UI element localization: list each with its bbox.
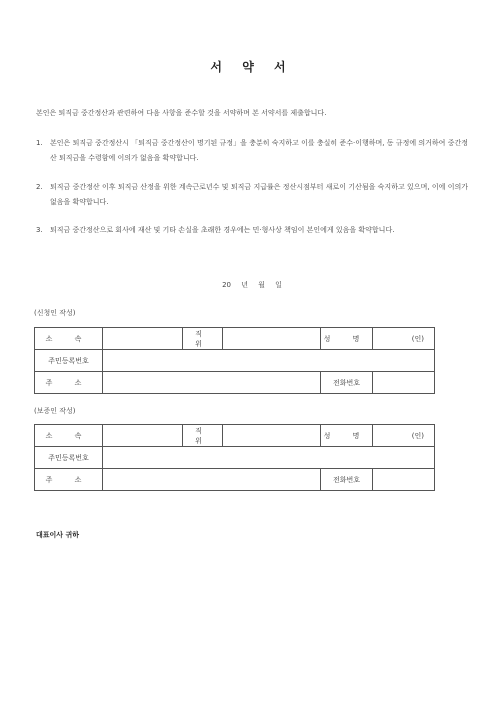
id-number-field[interactable] <box>103 447 435 469</box>
clause-number: 3. <box>36 226 43 234</box>
address-field[interactable] <box>103 469 321 491</box>
name-seal-field[interactable]: (인) <box>373 328 435 350</box>
position-field[interactable] <box>223 328 321 350</box>
clause-1 <box>36 136 468 166</box>
table-row <box>35 350 435 372</box>
table-row <box>35 328 435 350</box>
affiliation-field[interactable] <box>103 425 183 447</box>
clause-3 <box>36 223 468 238</box>
id-number-field[interactable] <box>103 350 435 372</box>
phone-label: 전화번호 <box>321 372 373 394</box>
clause-text: 본인은 퇴직금 중간정산시 「퇴직금 중간정산이 명기된 규정」을 충분히 숙지하고 이를 충실히 준수·이행하며, 동 규정에 의거하여 중간정산 퇴직금을 수령함에 이의가 없음을 확약합니다. <box>50 139 468 162</box>
id-number-label: 주민등록번호 <box>35 350 103 372</box>
affiliation-label: 소 속 <box>35 425 103 447</box>
clause-number: 1. <box>36 139 43 147</box>
name-label: 성 명 <box>321 328 373 350</box>
clause-number: 2. <box>36 183 43 191</box>
position-label: 직 위 <box>183 425 223 447</box>
applicant-section-label: (신청인 작성) <box>34 309 76 317</box>
table-row <box>35 447 435 469</box>
name-seal-field[interactable]: (인) <box>373 425 435 447</box>
clause-text: 퇴직금 중간정산으로 회사에 재산 및 기타 손실을 초래한 경우에는 민·형사상 책임이 본인에게 있음을 확약합니다. <box>50 226 395 234</box>
clause-2 <box>36 180 468 210</box>
table-row <box>35 469 435 491</box>
affiliation-field[interactable] <box>103 328 183 350</box>
address-field[interactable] <box>103 372 321 394</box>
address-label: 주 소 <box>35 372 103 394</box>
guarantor-section-label: (보증인 작성) <box>34 407 76 415</box>
phone-field[interactable] <box>373 372 435 394</box>
clause-text: 퇴직금 중간정산 이후 퇴직금 산정을 위한 계속근로년수 및 퇴직금 지급률은 정산시점부터 새로이 기산됨을 숙지하고 있으며, 이에 이의가 없음을 확약합니다. <box>50 183 468 206</box>
intro-paragraph: 본인은 퇴직금 중간정산과 관련하여 다음 사항을 준수할 것을 서약하며 본 서약서를 제출합니다. <box>36 109 327 117</box>
phone-label: 전화번호 <box>321 469 373 491</box>
date-line: 20 년 월 일 <box>222 281 282 289</box>
applicant-table <box>34 327 435 394</box>
address-label: 주 소 <box>35 469 103 491</box>
document-title: 서 약 서 <box>210 60 294 74</box>
affiliation-label: 소 속 <box>35 328 103 350</box>
guarantor-table <box>34 424 435 491</box>
position-label: 직 위 <box>183 328 223 350</box>
phone-field[interactable] <box>373 469 435 491</box>
position-field[interactable] <box>223 425 321 447</box>
table-row <box>35 425 435 447</box>
id-number-label: 주민등록번호 <box>35 447 103 469</box>
name-label: 성 명 <box>321 425 373 447</box>
addressee: 대표이사 귀하 <box>36 531 80 539</box>
table-row <box>35 372 435 394</box>
